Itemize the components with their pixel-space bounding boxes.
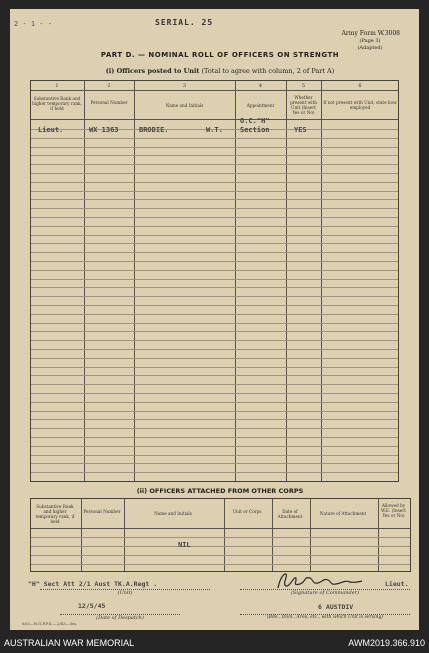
ruled-line: [31, 270, 398, 271]
despatch-date: 12/5/45: [78, 602, 106, 610]
ruled-line: [31, 564, 410, 565]
unit-name: "H" Sect Att 2/1 Aust TK.A.Regt .: [28, 580, 158, 588]
entry-appointment: Section: [240, 126, 270, 134]
entry-appointment: O.C."H": [240, 117, 270, 125]
ruled-line: [31, 287, 398, 288]
ruled-line: [31, 446, 398, 447]
ruled-line: [31, 546, 410, 547]
ruled-line: [31, 305, 398, 306]
ruled-line: [31, 199, 398, 200]
accession-number: AWM2019.366.910: [348, 638, 425, 648]
column-header: Date of Attachment: [277, 509, 303, 519]
ruled-line: [31, 252, 398, 253]
ruled-line: [31, 173, 398, 174]
section1-label: (i) Officers posted to Unit: [105, 67, 200, 75]
ruled-line: [31, 555, 410, 556]
form-page: (Page 3): [359, 38, 381, 44]
column-header: Substantive Rank and higher temporary rank, if held: [35, 504, 75, 524]
ruled-line: [31, 191, 398, 192]
section1-note: (Total to agree with column, 2 of Part A): [201, 67, 335, 75]
section1-heading: [60, 67, 380, 75]
ruled-line: [31, 217, 398, 218]
ruled-line: [31, 472, 398, 473]
ruled-line: [31, 340, 398, 341]
entry-initials: W.T.: [206, 126, 223, 134]
form-name: Army Form W.3008: [341, 30, 400, 37]
ruled-line: [31, 138, 398, 139]
ruled-line: [31, 182, 398, 183]
ruled-line: [31, 314, 398, 315]
ruled-line: [31, 235, 398, 236]
ruled-line: [31, 323, 398, 324]
column-header: Name and Initials: [165, 103, 204, 108]
formation-caption: (Bde., Divn., Area, etc., with which Unit is serving): [266, 615, 384, 620]
ruled-line: [31, 393, 398, 394]
print-code: 653—N.G.P.P.S.—2/43—5m.: [22, 621, 78, 626]
column-header: Appointment: [246, 103, 275, 108]
entry-rank: Lieut.: [38, 126, 64, 134]
column-header: Allowed by W.E. (Insert Yes or No): [381, 503, 406, 518]
ruled-line: [31, 367, 398, 368]
column-header: Substantive Rank and higher temporary rank, if held: [32, 96, 82, 111]
ruled-line: [31, 279, 398, 280]
ruled-line: [31, 375, 398, 376]
signature-rank: Lieut.: [385, 580, 409, 588]
col-number: 1: [55, 83, 59, 89]
ruled-line: [31, 358, 398, 359]
entry-number: WX 1363: [89, 126, 119, 134]
col-number: 5: [301, 83, 306, 89]
ruled-line: [31, 384, 398, 385]
column-header: If not present with Unit, state how employed: [323, 100, 397, 110]
ruled-line: [31, 419, 398, 420]
ruled-line: [31, 411, 398, 412]
ruled-line: [31, 164, 398, 165]
ruled-line: [31, 463, 398, 464]
ruled-line: [31, 349, 398, 350]
handwritten-mark: 2 - 1 - -: [14, 20, 52, 28]
signature-caption: (Signature of Commander): [290, 590, 359, 596]
ruled-line: [31, 226, 398, 227]
col-number: 6: [358, 83, 362, 89]
ruled-line: [31, 243, 398, 244]
ruled-line: [31, 261, 398, 262]
unit-caption: (Unit): [117, 590, 133, 596]
col-number: 2: [107, 83, 111, 89]
ruled-line: [31, 537, 410, 538]
ruled-line: [31, 402, 398, 403]
ruled-line: [31, 428, 398, 429]
column-header: Whether present with Unit (Insert Yes or No): [290, 95, 317, 115]
ruled-line: [31, 437, 398, 438]
ruled-line: [31, 296, 398, 297]
institution-caption: AUSTRALIAN WAR MEMORIAL: [4, 638, 135, 648]
col-number: 3: [182, 83, 187, 89]
col-number: 4: [258, 83, 263, 89]
ruled-line: [31, 147, 398, 148]
column-header: Personal Number: [83, 509, 121, 514]
entry-present: YES: [294, 126, 307, 134]
column-header: Personal Number: [90, 100, 128, 105]
column-header: Unit or Corps: [232, 509, 262, 514]
officers-posted-table: [30, 80, 399, 482]
ruled-line: [31, 455, 398, 456]
part-title: PART D. — NOMINAL ROLL OF OFFICERS ON STRENGTH: [100, 51, 340, 59]
form-adapted: (Adapted): [357, 45, 383, 51]
date-caption: (Date of Despatch): [96, 615, 144, 621]
nil-entry: NIL: [178, 541, 191, 549]
column-header: Name and Initials: [154, 511, 192, 516]
column-header: Nature of Attachment: [319, 511, 367, 516]
formation: 6 AUSTDIV: [318, 603, 354, 611]
serial-number: SERIAL. 25: [155, 18, 214, 27]
entry-name: BRODIE.: [139, 126, 169, 134]
ruled-line: [31, 208, 398, 209]
section2-label: (ii) OFFICERS ATTACHED FROM OTHER CORPS: [136, 487, 304, 495]
form-reference: [340, 30, 400, 52]
ruled-line: [31, 155, 398, 156]
ruled-line: [31, 331, 398, 332]
